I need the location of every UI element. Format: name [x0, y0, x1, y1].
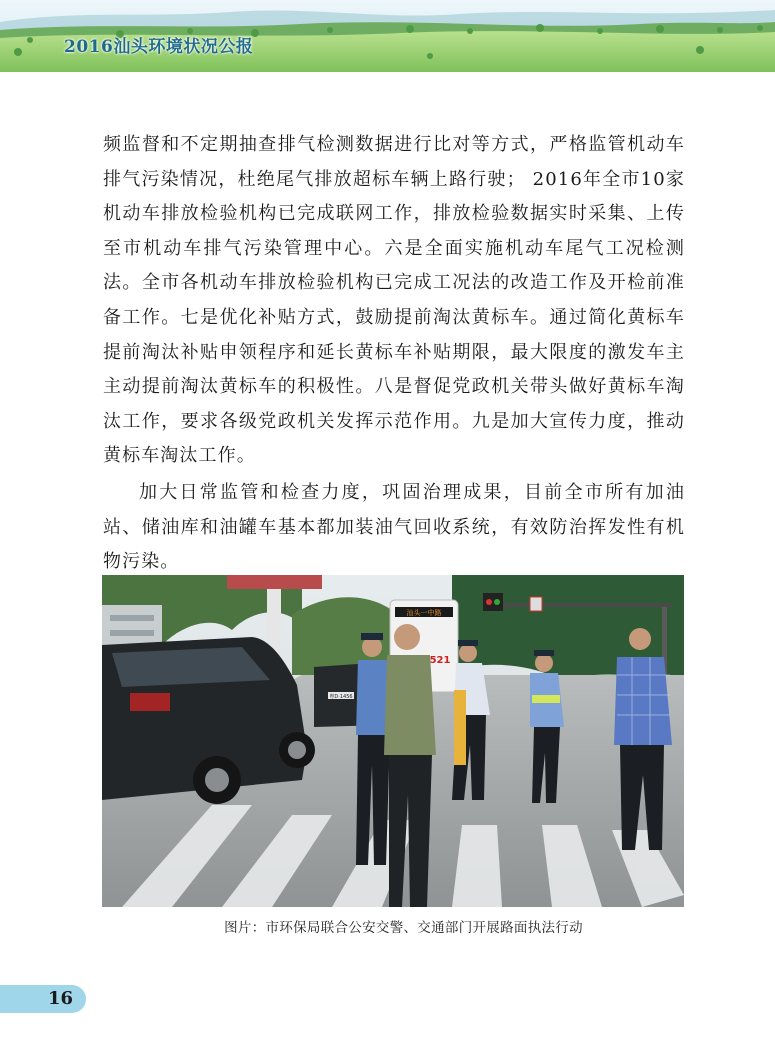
car-plate: 粤D·1456	[329, 694, 353, 700]
street-enforcement-photo	[102, 575, 684, 907]
photo-illustration	[102, 575, 684, 907]
bus-route-sign: 汕头一中路	[406, 609, 442, 617]
page-number-tab	[0, 985, 86, 1013]
paragraph: 频监督和不定期抽查排气检测数据进行比对等方式，严格监管机动车排气污染情况，杜绝尾气排放超标车辆上路行驶； 2016年全市10家机动车排放检验机构已完成联网工作，排放检验数据实时采集、上传至市机动车排气污染管理中心。六是全面实施机动车尾气工况检测法。全市各机动车排放检验机构已完成工况法的改造工作及开检前准备工作。七是优化补贴方式，鼓励提前淘汰黄标车。通过简化黄标车提前淘汰补贴申领程序和延长黄标车补贴期限，最大限度的激发车主主动提前淘汰黄标车的积极性。八是督促党政机关带头做好黄标车淘汰工作，要求各级党政机关发挥示范作用。九是加大宣传力度，推动黄标车淘汰工作。	[103, 134, 685, 467]
photo-caption: 图片：市环保局联合公安交警、交通部门开展路面执法行动	[224, 920, 583, 936]
page-number: 16	[48, 988, 74, 1009]
article-body	[103, 128, 685, 580]
report-title: 2016汕头环境状况公报	[64, 37, 254, 57]
header-banner	[0, 0, 775, 72]
paragraph: 加大日常监管和检查力度，巩固治理成果，目前全市所有加油站、储油库和油罐车基本都加装油气回收系统，有效防治挥发性有机物污染。	[103, 481, 685, 573]
bus-number: 521	[429, 655, 451, 666]
